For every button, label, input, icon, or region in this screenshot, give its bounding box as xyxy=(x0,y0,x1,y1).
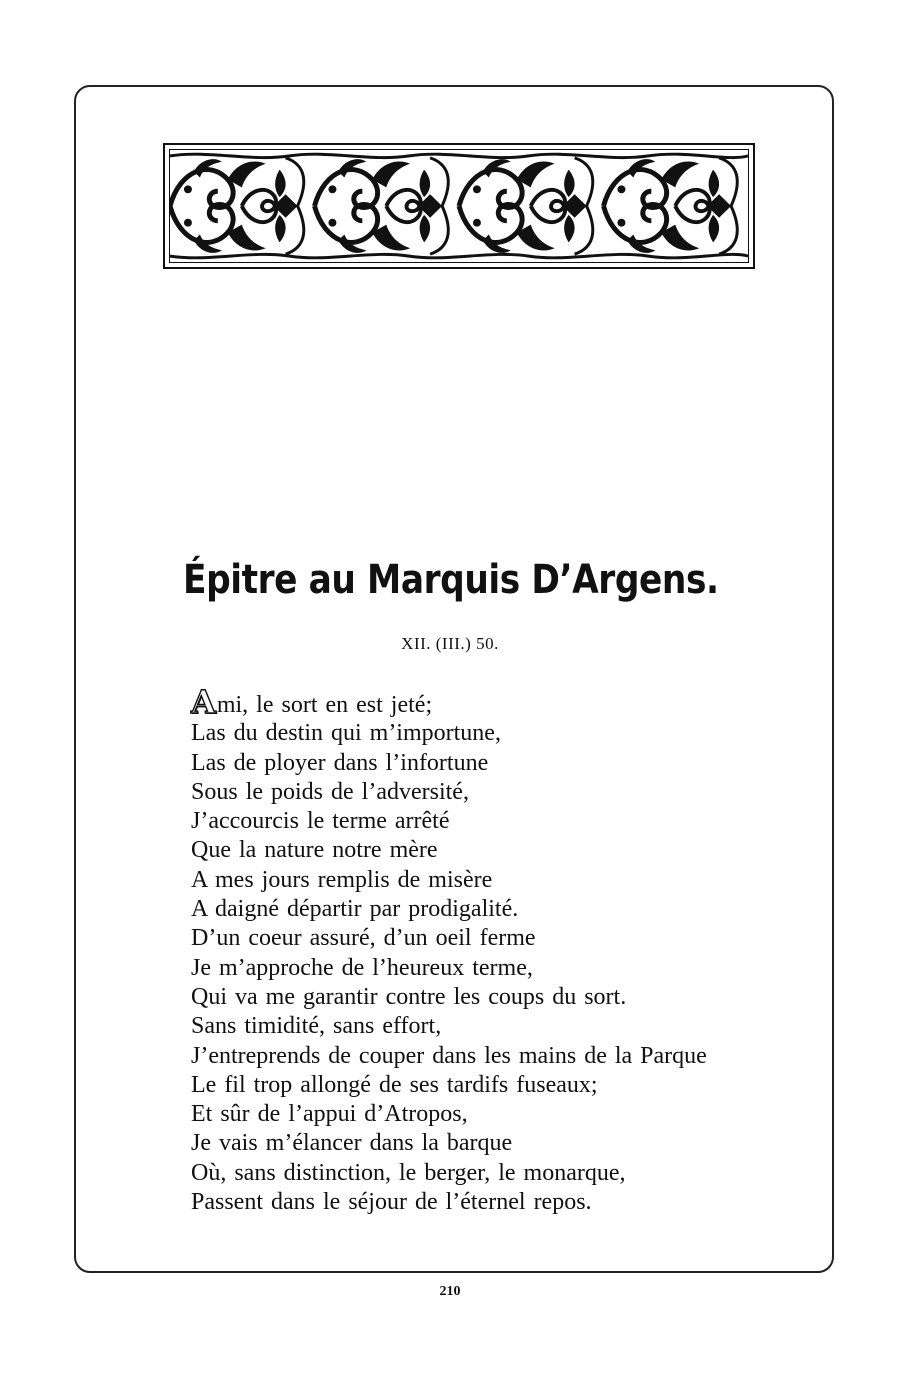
page-number: 210 xyxy=(439,1284,461,1299)
poem-line: Las de ployer dans l’infortune xyxy=(191,749,489,776)
poem-line: Qui va me garantir contre les coups du sort. xyxy=(191,983,627,1010)
poem-line: A mes jours remplis de misère xyxy=(191,866,493,893)
poem-line xyxy=(191,683,811,721)
poem-reference: XII. (III.) 50. xyxy=(401,634,499,653)
poem-line: Où, sans distinction, le berger, le monarque, xyxy=(191,1159,626,1186)
poem-line: A daigné départir par prodigalité. xyxy=(191,896,519,923)
drop-cap: A xyxy=(191,683,216,721)
poem-line: Le fil trop allongé de ses tardifs fuseaux; xyxy=(191,1071,598,1098)
first-line-text: mi, le sort en est jeté; xyxy=(216,692,433,718)
poem-line: Je vais m’élancer dans la barque xyxy=(191,1130,513,1157)
ornament-pattern xyxy=(169,149,749,263)
poem-line: J’accourcis le terme arrêté xyxy=(191,808,450,835)
poem-title: Épitre au Marquis D’Argens. xyxy=(183,557,719,603)
poem-line: Je m’approche de l’heureux terme, xyxy=(191,954,533,981)
poem-line: Sans timidité, sans effort, xyxy=(191,1013,442,1040)
poem-line: J’entreprends de couper dans les mains de la Parque xyxy=(191,1042,707,1069)
poem-line: Et sûr de l’appui d’Atropos, xyxy=(191,1101,468,1128)
poem-line: D’un coeur assuré, d’un oeil ferme xyxy=(191,925,536,952)
ornamental-header-band xyxy=(163,143,755,269)
poem-line: Passent dans le séjour de l’éternel repos. xyxy=(191,1189,592,1216)
poem-line: Sous le poids de l’adversité, xyxy=(191,778,469,805)
poem-body xyxy=(191,683,811,1217)
poem-line: Que la nature notre mère xyxy=(191,837,438,864)
poem-line: Las du destin qui m’importune, xyxy=(191,720,501,747)
